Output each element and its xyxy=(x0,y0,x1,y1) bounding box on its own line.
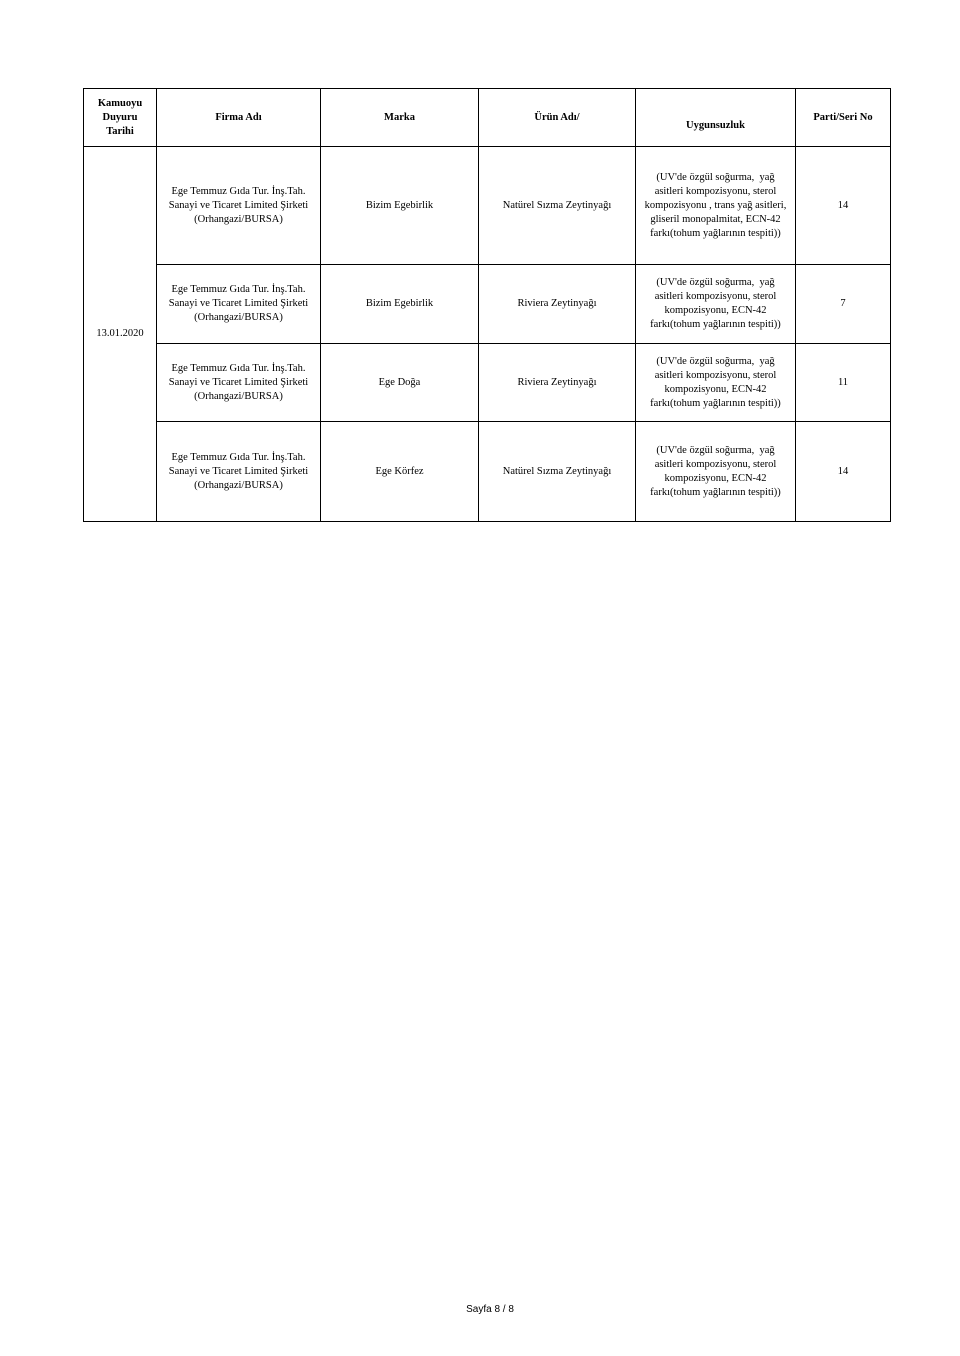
cell-firma: Ege Temmuz Gıda Tur. İnş.Tah. Sanayi ve Ticaret Limited Şirketi (Orhangazi/BURSA) xyxy=(157,265,321,344)
table-row xyxy=(84,344,891,422)
cell-parti: 14 xyxy=(796,147,891,265)
cell-urun: Riviera Zeytinyağı xyxy=(479,344,636,422)
column-header-parti: Parti/Seri No xyxy=(796,89,891,147)
cell-marka: Ege Körfez xyxy=(321,422,479,522)
table-row xyxy=(84,265,891,344)
cell-parti: 14 xyxy=(796,422,891,522)
cell-uygunsuzluk: (UV'de özgül soğurma, yağ asitleri kompozisyonu, sterol kompozisyonu , trans yağ asitleri, gliseril monopalmitat, ECN-42 farkı(tohum yağlarının tespiti)) xyxy=(636,147,796,265)
cell-marka: Ege Doğa xyxy=(321,344,479,422)
cell-urun: Natürel Sızma Zeytinyağı xyxy=(479,422,636,522)
cell-urun: Natürel Sızma Zeytinyağı xyxy=(479,147,636,265)
cell-uygunsuzluk: (UV'de özgül soğurma, yağ asitleri kompozisyonu, sterol kompozisyonu, ECN-42 farkı(tohum yağlarının tespiti)) xyxy=(636,265,796,344)
cell-marka: Bizim Egebirlik xyxy=(321,265,479,344)
cell-firma: Ege Temmuz Gıda Tur. İnş.Tah. Sanayi ve Ticaret Limited Şirketi (Orhangazi/BURSA) xyxy=(157,344,321,422)
table-row xyxy=(84,422,891,522)
column-header-firma: Firma Adı xyxy=(157,89,321,147)
column-header-date: Kamuoyu Duyuru Tarihi xyxy=(84,89,157,147)
cell-firma: Ege Temmuz Gıda Tur. İnş.Tah. Sanayi ve Ticaret Limited Şirketi (Orhangazi/BURSA) xyxy=(157,422,321,522)
cell-urun: Riviera Zeytinyağı xyxy=(479,265,636,344)
column-header-urun: Ürün Adı/ xyxy=(479,89,636,147)
cell-marka: Bizim Egebirlik xyxy=(321,147,479,265)
cell-firma: Ege Temmuz Gıda Tur. İnş.Tah. Sanayi ve Ticaret Limited Şirketi (Orhangazi/BURSA) xyxy=(157,147,321,265)
cell-uygunsuzluk: (UV'de özgül soğurma, yağ asitleri kompozisyonu, sterol kompozisyonu, ECN-42 farkı(tohum yağlarının tespiti)) xyxy=(636,344,796,422)
nonconformity-table xyxy=(83,88,891,522)
cell-parti: 7 xyxy=(796,265,891,344)
table-row xyxy=(84,147,891,265)
table-header-row xyxy=(84,89,891,147)
page-number: Sayfa 8 / 8 xyxy=(466,1304,514,1315)
cell-parti: 11 xyxy=(796,344,891,422)
column-header-uygunsuzluk: Uygunsuzluk xyxy=(636,89,796,147)
column-header-marka: Marka xyxy=(321,89,479,147)
cell-date: 13.01.2020 xyxy=(84,147,157,522)
cell-uygunsuzluk: (UV'de özgül soğurma, yağ asitleri kompozisyonu, sterol kompozisyonu, ECN-42 farkı(tohum yağlarının tespiti)) xyxy=(636,422,796,522)
